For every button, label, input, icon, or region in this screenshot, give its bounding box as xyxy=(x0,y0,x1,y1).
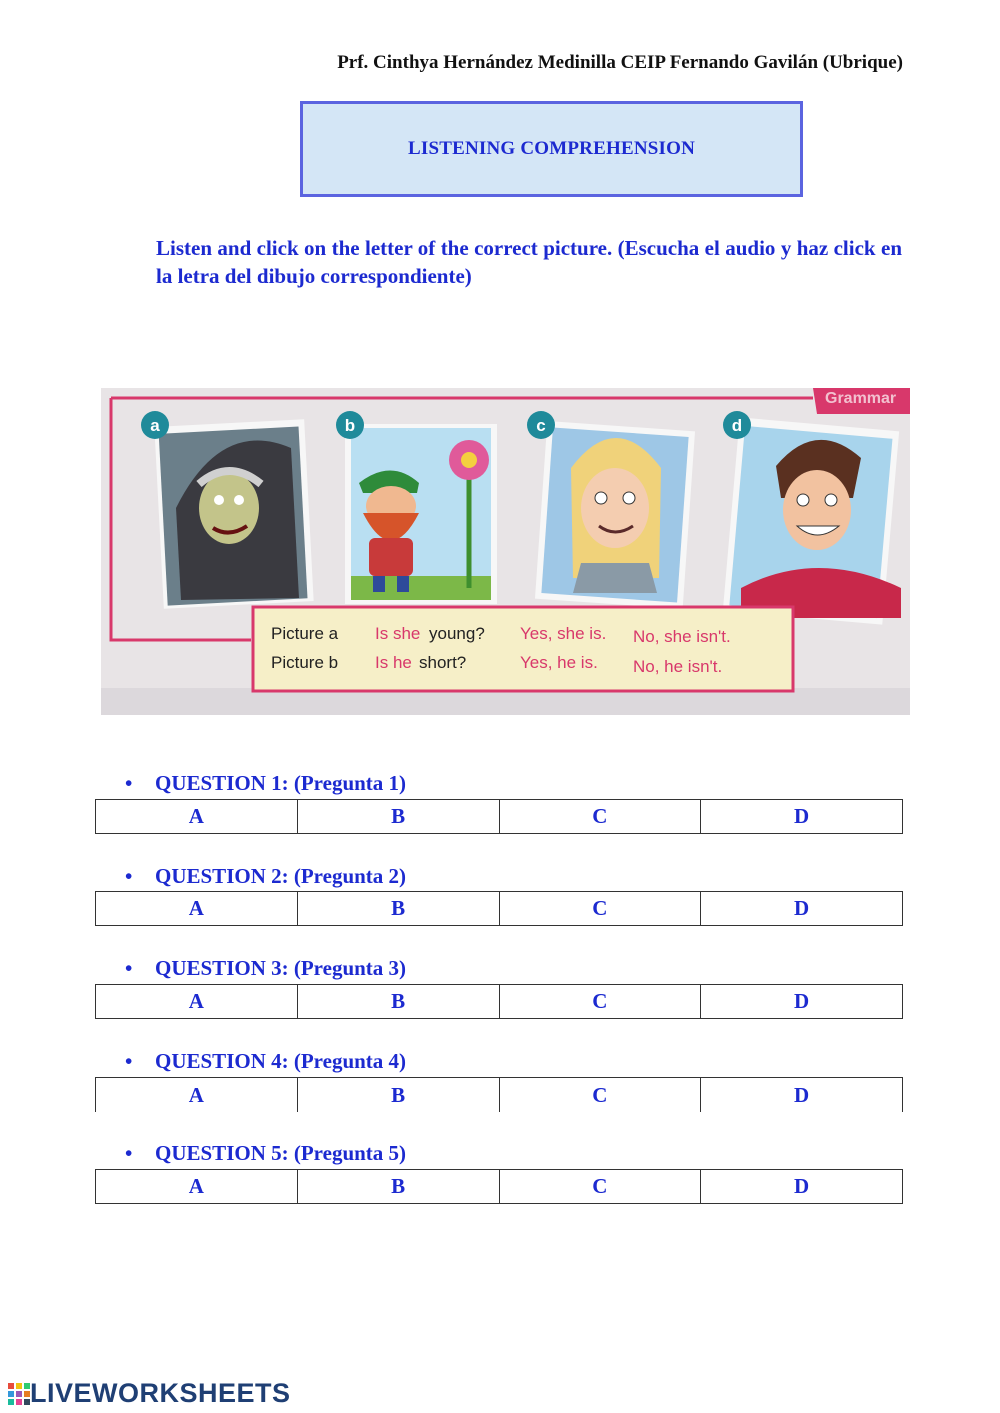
q2-option-b[interactable]: B xyxy=(297,892,499,925)
title-box xyxy=(300,101,803,197)
q4-option-a[interactable]: A xyxy=(188,1082,204,1107)
q5-option-a[interactable]: A xyxy=(188,1174,204,1198)
question-5-label: • QUESTION 5: (Pregunta 5) xyxy=(125,1141,407,1165)
question-4-text: QUESTION 4: (Pregunta 4) xyxy=(155,1049,407,1073)
question-1-text: QUESTION 1: (Pregunta 1) xyxy=(155,771,407,795)
q3-option-d[interactable]: D xyxy=(700,985,902,1018)
q4-option-d[interactable]: D xyxy=(700,1078,902,1112)
panel-letter-d-text: d xyxy=(731,416,743,435)
question-3-answers xyxy=(95,984,903,1019)
q1-option-d[interactable]: D xyxy=(700,800,902,833)
panel-letter-b-text: b xyxy=(344,416,356,435)
panel-a-witch xyxy=(154,419,313,609)
question-4-label: • QUESTION 4: (Pregunta 4) xyxy=(125,1049,407,1073)
q4-option-b[interactable]: B xyxy=(297,1078,499,1112)
grammar-row-1-adjective: young? xyxy=(429,624,485,643)
question-1-answers xyxy=(95,799,903,834)
panel-letter-a-text: a xyxy=(150,416,160,435)
question-1-label: • QUESTION 1: (Pregunta 1) xyxy=(125,771,407,795)
q3-option-c[interactable]: C xyxy=(499,985,701,1018)
question-2-text: QUESTION 2: (Pregunta 2) xyxy=(155,864,407,888)
grammar-row-1-yes: Yes, she is. xyxy=(520,624,607,643)
q2-option-d[interactable]: D xyxy=(700,892,902,925)
question-3-text: QUESTION 3: (Pregunta 3) xyxy=(155,956,407,980)
liveworksheets-logo-text: LIVEWORKSHEETS xyxy=(30,1378,291,1408)
textbook-picture xyxy=(101,388,910,715)
liveworksheets-logo-icon xyxy=(8,1383,30,1405)
panel-letter-c-text: c xyxy=(536,416,546,435)
q1-option-c[interactable]: C xyxy=(499,800,701,833)
q5-option-c[interactable]: C xyxy=(499,1170,701,1203)
q5-option-b[interactable]: B xyxy=(297,1170,499,1203)
q1-option-b[interactable]: B xyxy=(297,800,499,833)
q3-option-a[interactable]: A xyxy=(188,989,204,1013)
question-2-label: • QUESTION 2: (Pregunta 2) xyxy=(125,864,407,888)
panel-c-girl xyxy=(535,421,695,609)
grammar-row-2-label: Picture b xyxy=(271,653,339,672)
page-title: LISTENING COMPREHENSION xyxy=(407,138,695,159)
page-tab-label: Grammar xyxy=(825,390,897,407)
grammar-row-2-question: Is he xyxy=(375,653,412,672)
panel-letter-a xyxy=(141,411,169,439)
instructions: Listen and click on the letter of the correct picture. (Escucha el audio y haz click en la letra del dibujo correspondiente) xyxy=(156,236,902,288)
grammar-row-1-no: No, she isn't. xyxy=(633,627,731,646)
q2-option-a[interactable]: A xyxy=(188,896,204,920)
question-2-answers xyxy=(95,891,903,926)
q2-option-c[interactable]: C xyxy=(499,892,701,925)
panel-letter-b xyxy=(336,411,364,439)
question-3-label: • QUESTION 3: (Pregunta 3) xyxy=(125,956,407,980)
panel-letter-d xyxy=(723,411,751,439)
q4-option-c[interactable]: C xyxy=(499,1078,701,1112)
author-line: Prf. Cinthya Hernández Medinilla CEIP Fernando Gavilán (Ubrique) xyxy=(337,52,903,73)
grammar-row-2-yes: Yes, he is. xyxy=(520,653,598,672)
question-5-text: QUESTION 5: (Pregunta 5) xyxy=(155,1141,407,1165)
grammar-row-2-no: No, he isn't. xyxy=(633,657,723,676)
panel-letter-c xyxy=(527,411,555,439)
textbook-illustration xyxy=(101,388,910,715)
grammar-box xyxy=(253,607,793,691)
grammar-row-1-question: Is she xyxy=(375,624,421,643)
q1-option-a[interactable]: A xyxy=(188,804,204,828)
panel-b-dwarf xyxy=(345,424,497,604)
q3-option-b[interactable]: B xyxy=(297,985,499,1018)
liveworksheets-logo[interactable] xyxy=(8,1378,291,1409)
grammar-row-2-adjective: short? xyxy=(419,653,467,672)
question-4-answers xyxy=(95,1077,903,1112)
question-5-answers xyxy=(95,1169,903,1204)
grammar-row-1-label: Picture a xyxy=(271,624,339,643)
panel-d-boy xyxy=(723,417,901,624)
q5-option-d[interactable]: D xyxy=(700,1170,902,1203)
